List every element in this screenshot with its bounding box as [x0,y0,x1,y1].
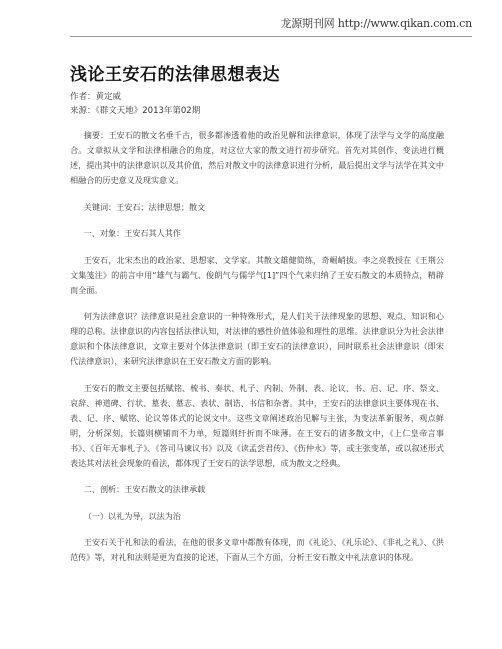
abstract: 摘要：王安石的散文名垂千古，很多都渗透着他的政治见解和法律意识，体现了法学与文学的高度融合。文章拟从文学和法律相融合的角度，对这位大家的散文进行初步研究。首先对其创作、变法进行概述，提出其中的法律意识以及其价值，然后对散文中的法律意识进行分析，最后提出文学与法学在其文中相融合的历史意义及现实意义。 [70,130,444,185]
journal-site-header: 龙源期刊网 http://www.qikan.com.cn [280,17,472,30]
paragraph-4: 王安石关于礼和法的看法，在他的很多文章中都散有体现，而《礼论》、《礼乐论》、《非礼之礼》、《洪范传》等，对礼和法则是更为直接的论述，下面从三个方面，分析王安石散文中礼法意识的体现。 [70,537,444,562]
article-body [70,128,444,577]
paragraph-1: 王安石，北宋杰出的政治家、思想家、文学家。其散文雄健简练，奇崛峭拔。李之亮教授在《王荆公文集笺注》的前言中用“雄气与霸气、俊朗气与儒学气[1]”四个气来归纳了王安石散文的本质特点，精辟而全面。 [70,254,444,295]
paragraph-3: 王安石的散文主要包括赋铭、梳书、奏状、札子、内制、外制、表、论议、书、启、记、序、祭文、哀辞、神道碑、行状、墓表、墓志、表状、制诰、书信和杂著。其中，王安石的法律意识主要体现在书、表、记、序、赋铭、论议等体式的论说文中。这些文章阐述政治见解与主张，为变法革新服务，观点鲜明，分析深刻，长篇则横铺而不力单，短篇则纡折而不味薄。在王安石的诸多散文中，《上仁皇帝言事书》、《百年无事札子》、《答司马谏议书》以及《读孟尝君传》、《伤仲永》等，或主张变革，或以叙述形式表达其对法社会现象的看法，都体现了王安石的法学思想，成为散文之经典。 [70,382,444,468]
subsection-heading-1: （一）以礼为导，以法为治 [83,510,181,521]
section-heading-1: 一、对象：王安石其人其作 [83,228,181,238]
author-line: 作者：黄定威 [70,92,122,102]
paragraph-2: 何为法律意识？法律意识是社会意识的一种特殊形式，是人们关于法律现象的思想、观点、知识和心理的总称。法律意识的内容包括法律认知，对法律的感性价值体验和理性的思维。法律意识分为社会法律意识和个体法律意识，文章主要对个体法律意识（即王安石的法律意识），同时联系社会法律意识（即宋代法律意识），来研究法律意识在王安石散文方面的影响。 [70,311,444,366]
page-header [70,14,472,37]
section-heading-2: 二、剖析：王安石散文的法律承载 [83,484,206,494]
article-title: 浅论王安石的法律思想表达 [70,65,280,85]
keywords: 关键词：王安石；法律思想；散文 [83,201,206,212]
source-line: 来源：《群文天地》2013年第02期 [70,106,201,116]
